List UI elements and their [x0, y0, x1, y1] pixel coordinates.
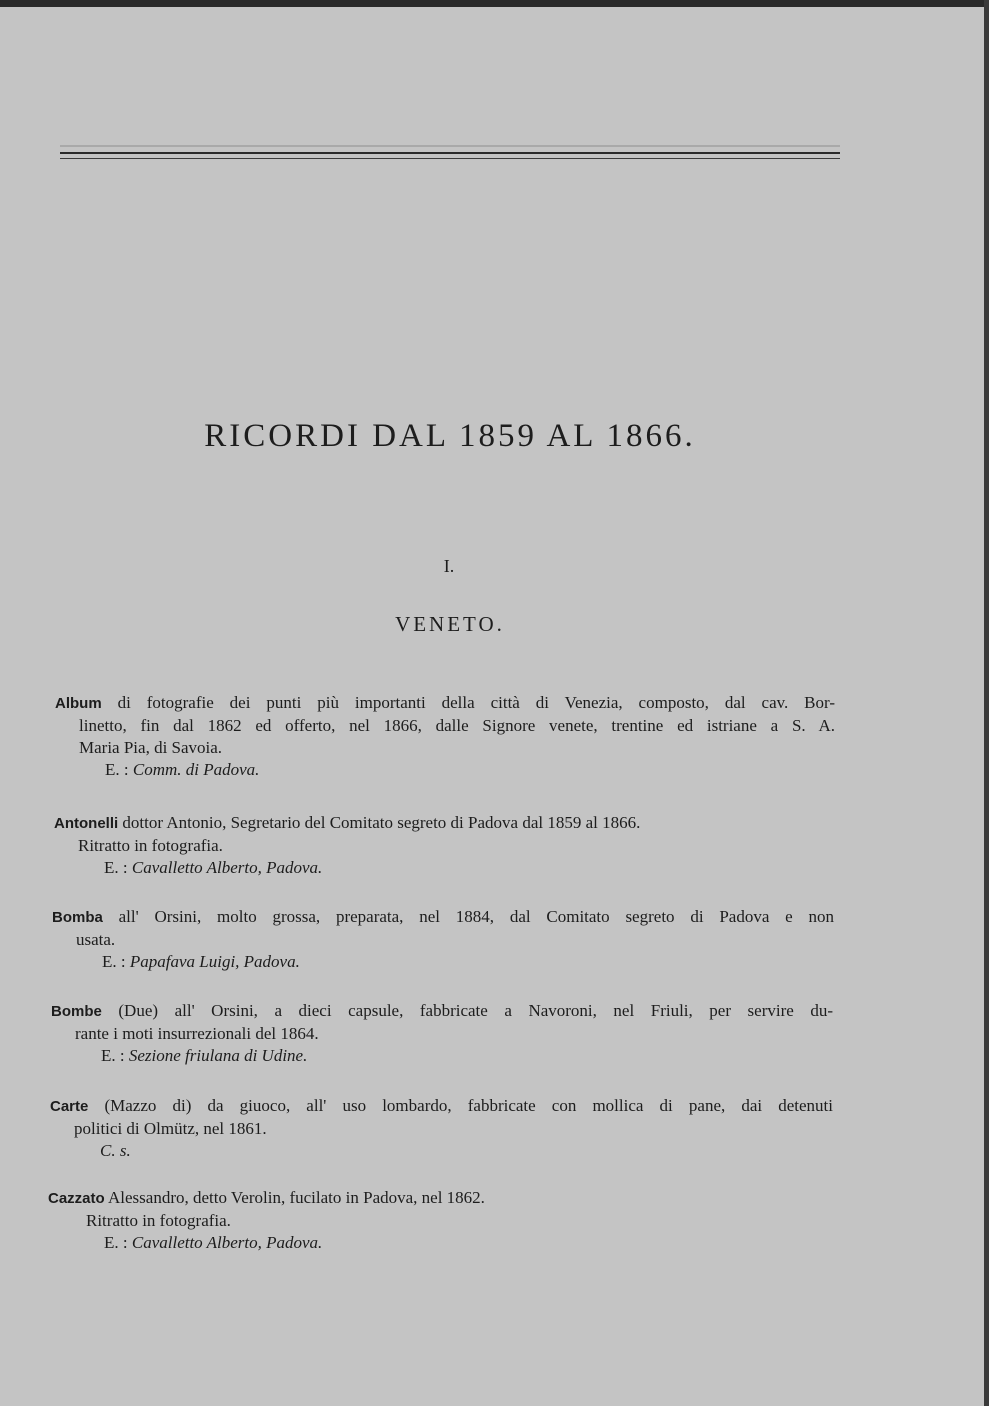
- entry-headword: Carte: [50, 1098, 89, 1115]
- entry-text: linetto, fin dal 1862 ed offerto, nel 1866, dalle Signore venete, trentine ed istriane a S. A.: [79, 716, 835, 735]
- entry-text: Alessandro, detto Verolin, fucilato in Padova, nel 1862.: [108, 1188, 485, 1207]
- entry-headword: Bomba: [52, 909, 103, 926]
- entry-cazzato: [48, 1187, 828, 1254]
- entry-bombe: [51, 1000, 833, 1067]
- entry-source: E. : Papafava Luigi, Padova.: [102, 952, 300, 971]
- entry-source: C. s.: [100, 1141, 131, 1160]
- entry-line: [54, 812, 834, 835]
- entry-headword: Antonelli: [54, 815, 119, 832]
- header-rule-thick: [60, 152, 840, 154]
- entry-source: E. : Cavalletto Alberto, Padova.: [104, 858, 323, 877]
- entry-source: E. : Sezione friulana di Udine.: [101, 1046, 308, 1065]
- entry-line: [50, 1095, 833, 1118]
- bleed-through-line: [60, 145, 840, 147]
- section-title: VENETO.: [395, 612, 505, 636]
- entry-text: Maria Pia, di Savoia.: [79, 738, 223, 757]
- entry-text: rante i moti insurrezionali del 1864.: [75, 1024, 319, 1043]
- entry-line: [54, 835, 834, 857]
- entry-source: E. : Comm. di Padova.: [105, 760, 260, 779]
- entry-line: [50, 1118, 833, 1140]
- scan-top-edge: [0, 0, 989, 7]
- entry-headword: Cazzato: [48, 1190, 105, 1207]
- entry-headword: Album: [55, 695, 102, 712]
- entry-line: [55, 715, 835, 737]
- entry-text: (Mazzo di) da giuoco, all' uso lombardo, fabbricate con mollica di pane, dai detenuti: [104, 1096, 833, 1115]
- entry-line: [52, 906, 834, 929]
- scan-right-edge: [984, 0, 989, 1406]
- entry-carte: [50, 1095, 833, 1162]
- entry-bomba: [52, 906, 834, 973]
- entry-line: [48, 1210, 828, 1232]
- entry-line: [55, 737, 835, 759]
- entry-source: E. : Cavalletto Alberto, Padova.: [104, 1233, 323, 1252]
- entry-line: [51, 1000, 833, 1023]
- entry-text: Ritratto in fotografia.: [86, 1211, 231, 1230]
- header-rule-thin: [60, 158, 840, 159]
- entry-headword: Bombe: [51, 1003, 102, 1020]
- entry-line: [52, 929, 834, 951]
- entry-antonelli: [54, 812, 834, 879]
- entry-text: (Due) all' Orsini, a dieci capsule, fabbricate a Navoroni, nel Friuli, per servire du-: [118, 1001, 834, 1020]
- entry-text: usata.: [76, 930, 116, 949]
- entry-album: [55, 692, 835, 781]
- entry-line: [51, 1023, 833, 1045]
- entry-text: dottor Antonio, Segretario del Comitato segreto di Padova dal 1859 al 1866.: [122, 813, 641, 832]
- entry-text: all' Orsini, molto grossa, preparata, nel 1884, dal Comitato segreto di Padova e non: [118, 907, 835, 926]
- page-title: RICORDI DAL 1859 AL 1866.: [204, 418, 696, 454]
- entry-text: di fotografie dei punti più importanti della città di Venezia, composto, dal cav. Bor-: [117, 693, 835, 712]
- entry-text: Ritratto in fotografia.: [78, 836, 223, 855]
- entry-text: politici di Olmütz, nel 1861.: [74, 1119, 267, 1138]
- section-number: I.: [443, 556, 455, 576]
- entry-line: [48, 1187, 828, 1210]
- entry-line: [55, 692, 835, 715]
